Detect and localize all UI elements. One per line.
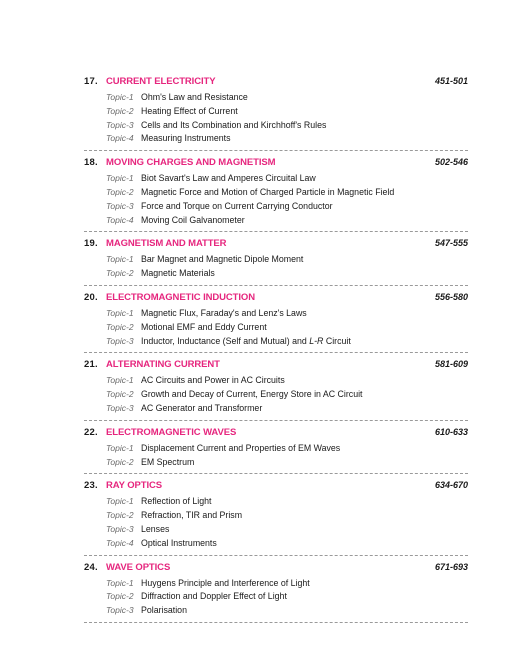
topic-label: Topic-2	[106, 186, 134, 197]
topic-row[interactable]	[84, 92, 468, 106]
topic-title	[141, 443, 340, 453]
topic-label: Topic-3	[106, 200, 134, 211]
topic-title	[141, 510, 242, 520]
chapter-title[interactable]: CURRENT ELECTRICITY	[106, 76, 216, 87]
topic-title	[141, 120, 326, 130]
topic-title-text: Growth and Decay of Current, Energy Store in AC Circuit	[141, 389, 363, 400]
topic-title-text: Diffraction and Doppler Effect of Light	[141, 591, 287, 602]
topic-row[interactable]	[84, 336, 468, 350]
topic-title	[141, 92, 248, 102]
topic-title	[141, 187, 394, 197]
chapter-heading	[84, 238, 468, 254]
chapter-number: 23.	[84, 480, 98, 492]
chapter-entry	[84, 238, 468, 286]
topic-row[interactable]	[84, 375, 468, 389]
chapter-heading	[84, 157, 468, 173]
chapter-number: 18.	[84, 157, 98, 169]
chapter-title[interactable]: ALTERNATING CURRENT	[106, 359, 220, 371]
topic-title-text: Lenses	[141, 523, 170, 534]
chapter-page-range: 502-546	[434, 157, 468, 168]
topic-label: Topic-1	[106, 92, 134, 102]
chapter-title[interactable]: MAGNETISM AND MATTER	[106, 238, 227, 250]
topic-title	[141, 389, 362, 399]
chapter-heading	[84, 562, 468, 578]
topic-title	[141, 308, 307, 318]
topic-label: Topic-2	[106, 389, 134, 400]
topic-label: Topic-3	[106, 402, 134, 413]
topic-label: Topic-1	[106, 307, 134, 318]
topic-title-text: Magnetic Force and Motion of Charged Particle in Magnetic Field	[141, 186, 395, 197]
topic-label: Topic-3	[106, 605, 134, 616]
topic-label: Topic-3	[106, 523, 134, 534]
topic-row[interactable]	[84, 173, 468, 187]
topic-label: Topic-3	[106, 335, 134, 346]
topic-title-text: Displacement Current and Properties of EM Waves	[141, 442, 341, 453]
topic-label: Topic-1	[106, 173, 134, 184]
topic-row[interactable]	[84, 201, 468, 215]
chapter-page-range: 581-609	[434, 359, 468, 370]
chapter-entry	[84, 76, 468, 151]
topic-row[interactable]	[84, 496, 468, 510]
topic-title-text: Moving Coil Galvanometer	[141, 214, 245, 225]
chapter-entry	[84, 427, 468, 475]
topic-row[interactable]	[84, 322, 468, 336]
topic-title	[141, 173, 316, 183]
topic-title-text: Inductor, Inductance (Self and Mutual) and	[141, 335, 310, 346]
chapter-number: 21.	[84, 359, 98, 371]
topic-title-text: Motional EMF and Eddy Current	[141, 321, 267, 332]
chapter-title[interactable]: ELECTROMAGNETIC WAVES	[106, 426, 237, 438]
chapter-title[interactable]: MOVING CHARGES AND MAGNETISM	[106, 157, 276, 169]
topic-title-text: Ohm's Law and Resistance	[141, 92, 248, 102]
chapter-number: 19.	[84, 238, 98, 250]
topic-title	[141, 268, 215, 278]
chapter-page-range: 634-670	[434, 480, 468, 491]
chapter-page-range: 451-501	[434, 76, 468, 86]
topic-row[interactable]	[84, 403, 468, 417]
topic-row[interactable]	[84, 106, 468, 120]
topic-title-text: AC Generator and Transformer	[141, 402, 263, 413]
topic-row[interactable]	[84, 133, 468, 147]
topic-row[interactable]	[84, 605, 468, 619]
chapter-heading	[84, 359, 468, 375]
topic-title	[141, 254, 303, 264]
topic-row[interactable]	[84, 254, 468, 268]
topic-title	[141, 336, 351, 346]
topic-row[interactable]	[84, 187, 468, 201]
topic-title-text: Bar Magnet and Magnetic Dipole Moment	[141, 254, 304, 265]
topic-row[interactable]	[84, 524, 468, 538]
topic-title-text: Refraction, TIR and Prism	[141, 510, 243, 521]
topic-title	[141, 457, 194, 467]
topic-label: Topic-2	[106, 456, 134, 467]
chapter-number: 20.	[84, 291, 98, 303]
topic-title-text: Biot Savart's Law and Amperes Circuital Law	[141, 173, 316, 184]
topic-title	[141, 496, 211, 506]
topic-title-text: Force and Torque on Current Carrying Conductor	[141, 200, 333, 211]
topic-title-text: Heating Effect of Current	[141, 105, 238, 116]
chapter-entry	[84, 157, 468, 232]
topic-label: Topic-1	[106, 254, 134, 265]
topic-title	[141, 605, 187, 615]
topic-title-tail: Circuit	[323, 335, 351, 346]
chapter-entry	[84, 359, 468, 420]
topic-title-italic: L-R	[309, 335, 324, 346]
topic-row[interactable]	[84, 268, 468, 282]
chapter-heading	[84, 480, 468, 496]
chapter-heading	[84, 76, 468, 92]
topic-title	[141, 201, 333, 211]
topic-title-text: Huygens Principle and Interference of Light	[141, 577, 310, 588]
topic-title-text: Magnetic Flux, Faraday's and Lenz's Laws	[141, 307, 307, 318]
topic-label: Topic-1	[106, 577, 134, 588]
table-of-contents	[84, 76, 468, 629]
topic-row[interactable]	[84, 510, 468, 524]
topic-label: Topic-1	[106, 496, 134, 507]
topic-row[interactable]	[84, 538, 468, 552]
topic-title-text: Reflection of Light	[141, 496, 212, 507]
topic-title	[141, 106, 238, 116]
topic-label: Topic-4	[106, 214, 134, 225]
topic-title	[141, 538, 217, 548]
topic-label: Topic-4	[106, 537, 134, 548]
chapter-number: 24.	[84, 561, 98, 573]
topic-title-text: Measuring Instruments	[141, 133, 231, 144]
topic-label: Topic-1	[106, 442, 134, 453]
topic-row[interactable]	[84, 120, 468, 134]
chapter-title[interactable]: WAVE OPTICS	[106, 561, 171, 573]
topic-label: Topic-2	[106, 321, 134, 332]
topic-label: Topic-4	[106, 133, 134, 144]
topic-title	[141, 375, 285, 385]
chapter-page-range: 610-633	[434, 426, 468, 437]
chapter-heading	[84, 292, 468, 308]
topic-title	[141, 133, 230, 143]
chapter-title[interactable]: ELECTROMAGNETIC INDUCTION	[106, 291, 255, 303]
topic-title	[141, 524, 169, 534]
topic-label: Topic-2	[106, 591, 134, 602]
topic-label: Topic-1	[106, 375, 134, 386]
topic-row[interactable]	[84, 215, 468, 229]
topic-row[interactable]	[84, 308, 468, 322]
topic-row[interactable]	[84, 457, 468, 471]
chapter-heading	[84, 427, 468, 443]
topic-row[interactable]	[84, 578, 468, 592]
chapter-entry	[84, 292, 468, 353]
topic-row[interactable]	[84, 389, 468, 403]
topic-title-text: EM Spectrum	[141, 456, 195, 467]
chapter-number: 22.	[84, 426, 98, 438]
chapter-page-range: 671-693	[434, 561, 468, 572]
topic-title-text: Optical Instruments	[141, 537, 217, 548]
chapter-number: 17.	[84, 76, 98, 87]
topic-title	[141, 215, 245, 225]
topic-title-text: Magnetic Materials	[141, 268, 215, 279]
topic-label: Topic-2	[106, 105, 134, 116]
topic-row[interactable]	[84, 443, 468, 457]
topic-row[interactable]	[84, 591, 468, 605]
topic-title-text: AC Circuits and Power in AC Circuits	[141, 375, 285, 386]
topic-title-text: Cells and Its Combination and Kirchhoff's Rules	[141, 119, 327, 130]
topic-title	[141, 591, 287, 601]
topic-title	[141, 322, 267, 332]
chapter-title[interactable]: RAY OPTICS	[106, 480, 163, 492]
topic-label: Topic-2	[106, 510, 134, 521]
chapter-page-range: 547-555	[434, 238, 468, 249]
chapter-entry	[84, 480, 468, 555]
topic-label: Topic-3	[106, 119, 134, 130]
chapter-page-range: 556-580	[434, 291, 468, 302]
topic-label: Topic-2	[106, 268, 134, 279]
chapter-entry	[84, 562, 468, 623]
topic-title	[141, 578, 310, 588]
topic-title	[141, 403, 262, 413]
topic-title-text: Polarisation	[141, 605, 187, 616]
